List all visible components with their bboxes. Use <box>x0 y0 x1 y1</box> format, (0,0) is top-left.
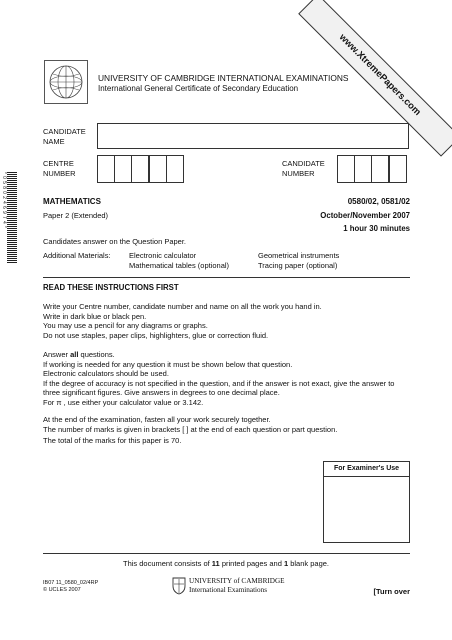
instruction-line: Write your Centre number, candidate number and name on all the work you hand in. <box>43 302 322 311</box>
text-run: blank page. <box>288 559 329 568</box>
reference-code: IB07 11_0580_02/4RP <box>43 580 99 586</box>
barcode-text: *0580246974* <box>1 172 7 231</box>
logo-line: International Examinations <box>189 586 268 594</box>
footer-ref <box>43 580 98 594</box>
barcode <box>7 172 17 264</box>
certificate-title: International General Certificate of Secondary Education <box>98 84 299 93</box>
digit-cell[interactable] <box>166 155 184 183</box>
printed-pages: 11 <box>211 559 220 568</box>
digit-cell[interactable] <box>337 155 355 183</box>
label-line: NAME <box>43 136 65 146</box>
instruction-line: three significant figures. Give answers in degrees to one decimal place. <box>43 388 280 397</box>
org-title: UNIVERSITY OF CAMBRIDGE INTERNATIONAL EXAMINATIONS <box>98 73 349 83</box>
blank-pages: 1 <box>283 559 289 568</box>
text-run-bold: all <box>70 350 79 359</box>
paper-name: Paper 2 (Extended) <box>43 211 109 220</box>
instruction-line: Do not use staples, paper clips, highlighters, glue or correction fluid. <box>43 330 269 340</box>
instruction-line: For π , use either your calculator value or 3.142. <box>43 397 204 407</box>
instructions-block-1 <box>43 302 413 340</box>
footer-divider <box>43 553 410 554</box>
digit-cell[interactable] <box>389 155 407 183</box>
examiner-box[interactable] <box>323 461 410 543</box>
subject: MATHEMATICS <box>43 197 101 206</box>
materials-label: Additional Materials: <box>43 251 111 260</box>
digit-cell[interactable] <box>149 155 167 183</box>
divider <box>43 277 410 278</box>
materials-col2 <box>258 251 339 270</box>
ucles-crest-icon <box>172 577 186 600</box>
instruction-line: If working is needed for any question it must be shown below that question. <box>43 359 293 369</box>
digit-cell[interactable] <box>114 155 132 183</box>
text-run: questions. <box>78 350 115 359</box>
turn-over: [Turn over <box>373 587 410 596</box>
digit-cell[interactable] <box>131 155 149 183</box>
digit-cell[interactable] <box>371 155 389 183</box>
instructions-heading: READ THESE INSTRUCTIONS FIRST <box>43 283 179 292</box>
instruction-line: You may use a pencil for any diagrams or graphs. <box>43 321 208 330</box>
logo-line: UNIVERSITY of CAMBRIDGE <box>189 577 285 585</box>
material-item: Tracing paper (optional) <box>258 260 338 270</box>
text-run: Answer <box>43 350 71 359</box>
candidate-name-label <box>43 127 86 146</box>
instructions-block-3 <box>43 415 413 446</box>
instruction-line: Write in dark blue or black pen. <box>43 311 147 321</box>
instructions-block-2 <box>43 350 415 407</box>
label-line: CENTRE <box>43 159 74 168</box>
label-line: NUMBER <box>43 168 76 178</box>
watermark-text: www.XtremePapers.com <box>336 31 423 118</box>
material-item: Geometrical instruments <box>258 251 340 260</box>
centre-number-field[interactable] <box>97 155 183 183</box>
label-line: CANDIDATE <box>43 127 86 136</box>
material-item: Electronic calculator <box>129 251 197 260</box>
instruction-line: If the degree of accuracy is not specified in the question, and if the answer is not exact, give the answer to <box>43 378 395 388</box>
digit-cell[interactable] <box>97 155 115 183</box>
centre-number-label <box>43 159 76 178</box>
instruction-line: At the end of the examination, fasten all your work securely together. <box>43 415 271 424</box>
answer-all-line <box>43 350 415 360</box>
material-item: Mathematical tables (optional) <box>129 260 230 270</box>
duration: 1 hour 30 minutes <box>343 224 410 233</box>
label-line: CANDIDATE <box>282 159 325 168</box>
text-run: This document consists of <box>123 559 212 568</box>
candidate-number-field[interactable] <box>337 155 406 183</box>
answer-note: Candidates answer on the Question Paper. <box>43 237 187 246</box>
text-run: printed pages and <box>219 559 284 568</box>
materials-col1 <box>129 251 229 270</box>
instruction-line: The number of marks is given in brackets [ ] at the end of each question or part question. <box>43 424 338 434</box>
exam-codes: 0580/02, 0581/02 <box>347 197 410 206</box>
examiner-box-heading: For Examiner's Use <box>324 462 409 477</box>
session: October/November 2007 <box>320 211 410 220</box>
instruction-line: The total of the marks for this paper is 70. <box>43 436 182 445</box>
label-line: NUMBER <box>282 168 315 178</box>
page-count-line <box>0 559 452 569</box>
cie-globe-logo <box>44 60 88 104</box>
candidate-name-field[interactable] <box>97 123 409 149</box>
cambridge-logo-text <box>189 577 285 595</box>
instruction-line: Electronic calculators should be used. <box>43 369 169 378</box>
digit-cell[interactable] <box>354 155 372 183</box>
copyright: © UCLES 2007 <box>43 587 81 593</box>
candidate-number-label <box>282 159 325 178</box>
